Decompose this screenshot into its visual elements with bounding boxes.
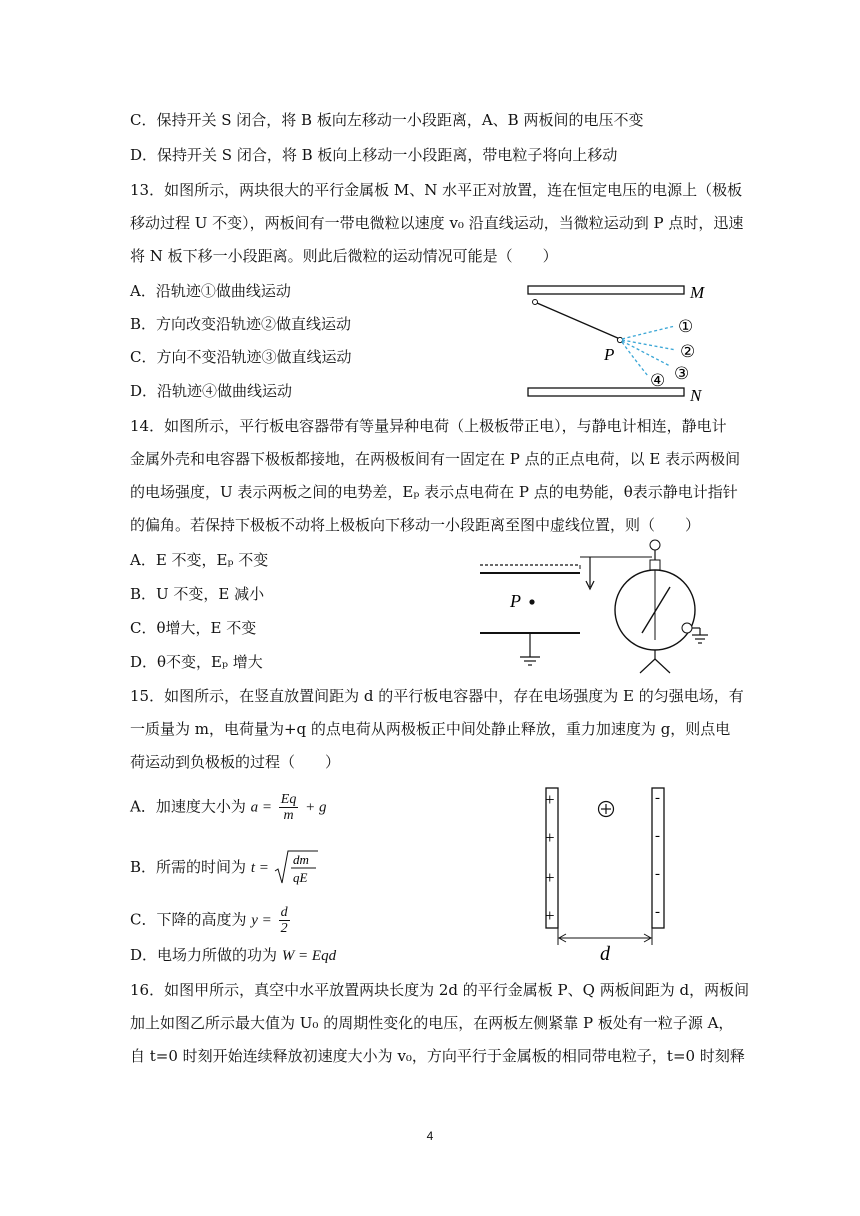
q15-figure (536, 785, 676, 965)
svg-text:dm: dm (292, 852, 309, 867)
plate-m (528, 286, 684, 294)
q14-stem-line4: 的偏角。若保持下极板不动将上极板向下移动一小段距离至图中虚线位置，则（ ） (130, 516, 701, 534)
svg-text:-: - (655, 790, 660, 806)
q14-figure (470, 535, 720, 675)
particle-path (537, 303, 620, 339)
q15-option-d: D．电场力所做的功为 W = Eqd (130, 946, 337, 964)
point-p (617, 337, 622, 342)
q14-option-d: D．θ不变，Eₚ 增大 (130, 653, 263, 671)
svg-text:+: + (545, 906, 555, 925)
label-p: P (604, 345, 615, 364)
q15-stem-line2: 一质量为 m，电荷量为+q 的点电荷从两极板正中间处静止释放，重力加速度为 g，则点电 (130, 720, 731, 738)
trajectory-4 (622, 342, 648, 376)
q12-option-d: D．保持开关 S 闭合，将 B 板向上移动一小段距离，带电粒子将向上移动 (130, 146, 618, 164)
q13-option-c: C．方向不变沿轨迹③做直线运动 (130, 348, 352, 366)
trajectory-2 (622, 340, 676, 350)
q15-option-a: A．加速度大小为 a = $\frac{Eq}{m}$ + g (130, 792, 327, 823)
trajectory-3-label: ③ (674, 364, 690, 383)
q14-stem-line3: 的电场强度，U 表示两板之间的电势差，Eₚ 表示点电荷在 P 点的电势能，θ表示静电计指针 (130, 483, 738, 501)
q13-stem-line2: 移动过程 U 不变），两板间有一带电微粒以速度 v₀ 沿直线运动，当微粒运动到 P 点时，迅速 (130, 214, 744, 232)
q14-option-b: B．U 不变，E 减小 (130, 585, 265, 603)
q14-option-a: A．E 不变，Eₚ 不变 (130, 551, 269, 569)
trajectory-1-label: ① (678, 317, 694, 336)
trajectory-1 (622, 326, 675, 339)
q16-stem-line3: 自 t=0 时刻开始连续释放初速度大小为 v₀，方向平行于金属板的相同带电粒子，t=0 时刻释 (130, 1047, 745, 1065)
q12-option-c: C．保持开关 S 闭合，将 B 板向左移动一小段距离，A、B 两板间的电压不变 (130, 111, 644, 129)
q13-option-a: A．沿轨迹①做曲线运动 (130, 282, 291, 300)
svg-text:+: + (545, 828, 555, 847)
page-number: 4 (426, 1129, 434, 1143)
trajectory-2-label: ② (680, 342, 696, 361)
label-n: N (690, 386, 702, 405)
electrometer-top-knob (650, 540, 660, 550)
svg-text:-: - (655, 866, 660, 882)
svg-text:+: + (545, 790, 555, 809)
q16-stem-line1: 16．如图甲所示，真空中水平放置两块长度为 2d 的平行金属板 P、Q 两板间距为 d，两板间 (130, 981, 750, 999)
q13-stem-line1: 13．如图所示，两块很大的平行金属板 M、N 水平正对放置，连在恒定电压的电源上（极板 (130, 181, 743, 199)
label-d: d (600, 943, 610, 965)
q14-option-c: C．θ增大，E 不变 (130, 619, 257, 637)
trajectory-4-label: ④ (650, 371, 666, 390)
label-p: P (510, 591, 521, 611)
q15-option-b: B．所需的时间为 t = dm qE (130, 849, 318, 887)
svg-text:+: + (545, 868, 555, 887)
q13-stem-line3: 将 N 板下移一小段距离。则此后微粒的运动情况可能是（ ） (130, 247, 558, 265)
q13-option-b: B．方向改变沿轨迹②做直线运动 (130, 315, 352, 333)
svg-text:qE: qE (292, 870, 308, 885)
q14-stem-line1: 14．如图所示，平行板电容器带有等量异种电荷（上极板带正电），与静电计相连，静电计 (130, 417, 727, 435)
electrometer-needle (642, 587, 670, 633)
point-p (529, 599, 534, 604)
q14-stem-line2: 金属外壳和电容器下极板都接地，在两极板间有一固定在 P 点的正点电荷，以 E 表示两极间 (130, 450, 741, 468)
q15-stem-line1: 15．如图所示，在竖直放置间距为 d 的平行板电容器中，存在电场强度为 E 的匀强电场，有 (130, 687, 744, 705)
label-m: M (690, 283, 705, 302)
q16-stem-line2: 加上如图乙所示最大值为 U₀ 的周期性变化的电压，在两板左侧紧靠 P 板处有一粒子源 A， (130, 1014, 734, 1032)
q15-stem-line3: 荷运动到负极板的过程（ ） (130, 753, 341, 771)
electrometer-ground-knob (682, 623, 692, 633)
q13-figure (520, 280, 720, 405)
svg-text:-: - (655, 828, 660, 844)
q13-option-d: D．沿轨迹④做曲线运动 (130, 382, 293, 400)
svg-text:-: - (655, 904, 660, 920)
q15-option-c: C．下降的高度为 y = $\frac{d}{2}$ (130, 905, 288, 936)
